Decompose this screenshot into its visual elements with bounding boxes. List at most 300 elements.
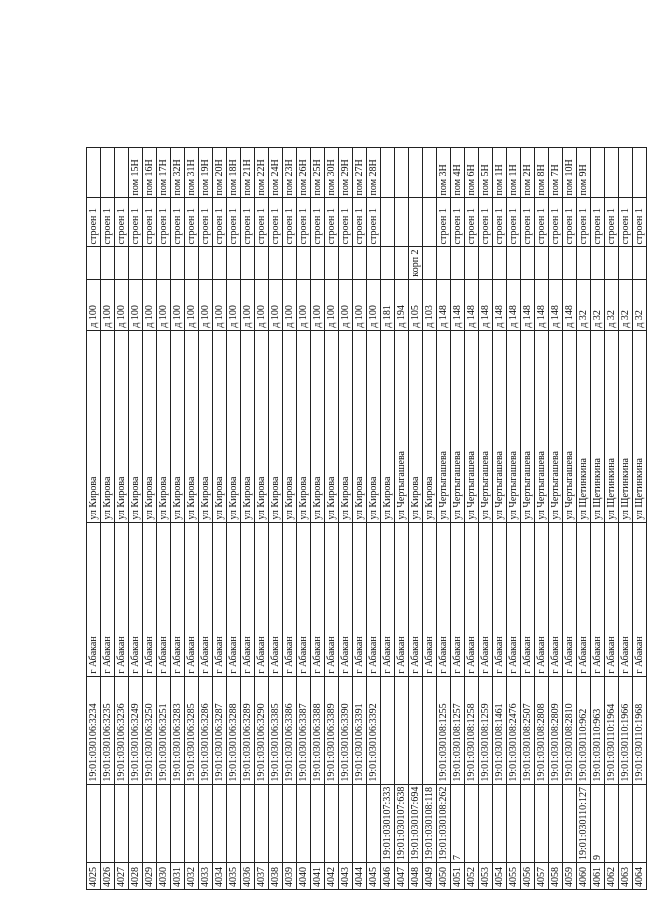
cadastral-number-cell: [423, 676, 437, 784]
parent-cadastral-number-cell: [465, 784, 479, 862]
city-cell: г Абакан: [535, 522, 549, 676]
structure-cell: строен 1: [269, 198, 283, 247]
street-cell: ул Чертыгашева: [395, 330, 409, 522]
premises-cell: пом 29Н: [339, 148, 353, 198]
house-number-cell: д 100: [311, 279, 325, 330]
table-row: [563, 148, 577, 890]
row-number-cell: 4030: [157, 863, 171, 890]
city-cell: г Абакан: [465, 522, 479, 676]
premises-cell: пом 16Н: [143, 148, 157, 198]
premises-cell: пом 18Н: [227, 148, 241, 198]
structure-cell: строен 1: [87, 198, 101, 247]
building-block-cell: [437, 247, 451, 279]
table-row: [605, 148, 619, 890]
row-number-cell: 4044: [353, 863, 367, 890]
parent-cadastral-number-cell: [493, 784, 507, 862]
row-number-cell: 4047: [395, 863, 409, 890]
building-block-cell: [87, 247, 101, 279]
structure-cell: строен 1: [185, 198, 199, 247]
city-cell: г Абакан: [213, 522, 227, 676]
premises-cell: [619, 148, 633, 198]
parent-cadastral-number-cell: [535, 784, 549, 862]
city-cell: г Абакан: [325, 522, 339, 676]
premises-cell: пом 30Н: [325, 148, 339, 198]
street-cell: ул Кирова: [171, 330, 185, 522]
row-number-cell: 4054: [493, 863, 507, 890]
city-cell: г Абакан: [311, 522, 325, 676]
structure-cell: строен 1: [143, 198, 157, 247]
city-cell: г Абакан: [619, 522, 633, 676]
house-number-cell: д 100: [227, 279, 241, 330]
structure-cell: строен 1: [521, 198, 535, 247]
cadastral-number-cell: 19:01:030106:3385: [269, 676, 283, 784]
cadastral-number-cell: [381, 676, 395, 784]
row-number-cell: 4029: [143, 863, 157, 890]
street-cell: ул Чертыгашева: [465, 330, 479, 522]
city-cell: г Абакан: [479, 522, 493, 676]
building-block-cell: [199, 247, 213, 279]
city-cell: г Абакан: [423, 522, 437, 676]
structure-cell: строен 1: [115, 198, 129, 247]
structure-cell: строен 1: [367, 198, 381, 247]
building-block-cell: [171, 247, 185, 279]
city-cell: г Абакан: [339, 522, 353, 676]
cadastral-number-cell: 19:01:030106:3389: [325, 676, 339, 784]
premises-cell: пом 21Н: [241, 148, 255, 198]
parent-cadastral-number-cell: [241, 784, 255, 862]
parent-cadastral-number-cell: [255, 784, 269, 862]
cadastral-number-cell: 19:01:030106:3290: [255, 676, 269, 784]
table-row: [339, 148, 353, 890]
structure-cell: [381, 198, 395, 247]
street-cell: ул Кирова: [143, 330, 157, 522]
house-number-cell: д 181: [381, 279, 395, 330]
structure-cell: строен 1: [157, 198, 171, 247]
table-row: [87, 148, 101, 890]
building-block-cell: [227, 247, 241, 279]
parent-cadastral-number-cell: [507, 784, 521, 862]
cadastral-number-cell: 19:01:030106:3387: [297, 676, 311, 784]
table-row: [325, 148, 339, 890]
table-row: [199, 148, 213, 890]
building-block-cell: [395, 247, 409, 279]
house-number-cell: д 32: [591, 279, 605, 330]
building-block-cell: [325, 247, 339, 279]
parent-cadastral-number-cell: 19:01:030108:262: [437, 784, 451, 862]
city-cell: г Абакан: [549, 522, 563, 676]
street-cell: ул Кирова: [255, 330, 269, 522]
premises-cell: [87, 148, 101, 198]
house-number-cell: д 100: [353, 279, 367, 330]
premises-cell: пом 26Н: [297, 148, 311, 198]
cadastral-number-cell: 19:01:030106:3388: [311, 676, 325, 784]
street-cell: ул Кирова: [367, 330, 381, 522]
structure-cell: строен 1: [171, 198, 185, 247]
parent-cadastral-number-cell: 19:01:030110:127: [577, 784, 591, 862]
structure-cell: строен 1: [577, 198, 591, 247]
city-cell: г Абакан: [143, 522, 157, 676]
row-number-cell: 4064: [633, 863, 647, 890]
structure-cell: строен 1: [255, 198, 269, 247]
parent-cadastral-number-cell: [353, 784, 367, 862]
structure-cell: строен 1: [311, 198, 325, 247]
building-block-cell: [101, 247, 115, 279]
row-number-cell: 4035: [227, 863, 241, 890]
row-number-cell: 4025: [87, 863, 101, 890]
premises-cell: [423, 148, 437, 198]
city-cell: г Абакан: [199, 522, 213, 676]
table-row: [269, 148, 283, 890]
city-cell: г Абакан: [507, 522, 521, 676]
cadastral-number-cell: 19:01:030106:3390: [339, 676, 353, 784]
house-number-cell: д 105: [409, 279, 423, 330]
street-cell: ул Щетинкина: [591, 330, 605, 522]
structure-cell: [423, 198, 437, 247]
premises-cell: пом 2Н: [521, 148, 535, 198]
street-cell: ул Щетинкина: [619, 330, 633, 522]
building-block-cell: [213, 247, 227, 279]
street-cell: ул Кирова: [423, 330, 437, 522]
parent-cadastral-number-cell: [297, 784, 311, 862]
parent-cadastral-number-cell: 19:01:030107:333: [381, 784, 395, 862]
structure-cell: [409, 198, 423, 247]
street-cell: ул Кирова: [227, 330, 241, 522]
table-row: [549, 148, 563, 890]
premises-cell: пом 28Н: [367, 148, 381, 198]
structure-cell: строен 1: [493, 198, 507, 247]
row-number-cell: 4043: [339, 863, 353, 890]
row-number-cell: 4051: [451, 863, 465, 890]
building-block-cell: [619, 247, 633, 279]
building-block-cell: [269, 247, 283, 279]
table-row: [143, 148, 157, 890]
building-block-cell: [577, 247, 591, 279]
cadastral-number-cell: 19:01:030108:1258: [465, 676, 479, 784]
city-cell: г Абакан: [605, 522, 619, 676]
building-block-cell: [521, 247, 535, 279]
cadastral-number-cell: 19:01:030106:3251: [157, 676, 171, 784]
street-cell: ул Кирова: [283, 330, 297, 522]
row-number-cell: 4059: [563, 863, 577, 890]
house-number-cell: д 100: [367, 279, 381, 330]
parent-cadastral-number-cell: [227, 784, 241, 862]
street-cell: ул Кирова: [157, 330, 171, 522]
house-number-cell: д 148: [549, 279, 563, 330]
city-cell: г Абакан: [185, 522, 199, 676]
street-cell: ул Кирова: [269, 330, 283, 522]
street-cell: ул Кирова: [241, 330, 255, 522]
row-number-cell: 4037: [255, 863, 269, 890]
premises-cell: пом 32Н: [171, 148, 185, 198]
table-row: [479, 148, 493, 890]
premises-cell: пом 1Н: [507, 148, 521, 198]
cadastral-number-cell: 19:01:030108:1257: [451, 676, 465, 784]
parent-cadastral-number-cell: [283, 784, 297, 862]
building-block-cell: [633, 247, 647, 279]
parent-cadastral-number-cell: [605, 784, 619, 862]
premises-cell: пом 23Н: [283, 148, 297, 198]
premises-cell: пом 7Н: [549, 148, 563, 198]
parent-cadastral-number-cell: [563, 784, 577, 862]
premises-cell: [591, 148, 605, 198]
house-number-cell: д 100: [87, 279, 101, 330]
house-number-cell: д 32: [619, 279, 633, 330]
table-row: [241, 148, 255, 890]
cadastral-number-cell: 19:01:030106:3287: [213, 676, 227, 784]
row-number-cell: 4033: [199, 863, 213, 890]
city-cell: г Абакан: [521, 522, 535, 676]
table-row: [157, 148, 171, 890]
building-block-cell: [143, 247, 157, 279]
street-cell: ул Щетинкина: [577, 330, 591, 522]
row-number-cell: 4057: [535, 863, 549, 890]
building-block-cell: [129, 247, 143, 279]
street-cell: ул Кирова: [115, 330, 129, 522]
row-number-cell: 4039: [283, 863, 297, 890]
parent-cadastral-number-cell: 19:01:030107:694: [409, 784, 423, 862]
city-cell: г Абакан: [115, 522, 129, 676]
house-number-cell: д 32: [605, 279, 619, 330]
row-number-cell: 4056: [521, 863, 535, 890]
city-cell: г Абакан: [563, 522, 577, 676]
building-block-cell: [451, 247, 465, 279]
house-number-cell: д 148: [437, 279, 451, 330]
building-block-cell: [549, 247, 563, 279]
street-cell: ул Кирова: [87, 330, 101, 522]
cadastral-number-cell: 19:01:030106:3386: [283, 676, 297, 784]
parent-cadastral-number-cell: [129, 784, 143, 862]
structure-cell: строен 1: [101, 198, 115, 247]
structure-cell: строен 1: [535, 198, 549, 247]
house-number-cell: д 100: [101, 279, 115, 330]
cadastral-number-cell: 19:01:030106:3283: [171, 676, 185, 784]
street-cell: ул Чертыгашева: [563, 330, 577, 522]
house-number-cell: д 100: [171, 279, 185, 330]
row-number-cell: 4049: [423, 863, 437, 890]
street-cell: ул Кирова: [213, 330, 227, 522]
premises-cell: пом 6Н: [465, 148, 479, 198]
city-cell: г Абакан: [451, 522, 465, 676]
premises-cell: пом 17Н: [157, 148, 171, 198]
row-number-cell: 4063: [619, 863, 633, 890]
parent-cadastral-number-cell: [269, 784, 283, 862]
cadastral-number-cell: 19:01:030106:3391: [353, 676, 367, 784]
parent-cadastral-number-cell: [115, 784, 129, 862]
street-cell: ул Чертыгашева: [437, 330, 451, 522]
row-number-cell: 4050: [437, 863, 451, 890]
table-row: [283, 148, 297, 890]
parent-cadastral-number-cell: [87, 784, 101, 862]
table-row: [591, 148, 605, 890]
row-number-cell: 4048: [409, 863, 423, 890]
structure-cell: строен 1: [283, 198, 297, 247]
row-number-cell: 4060: [577, 863, 591, 890]
building-block-cell: [185, 247, 199, 279]
row-number-cell: 4027: [115, 863, 129, 890]
house-number-cell: д 100: [325, 279, 339, 330]
row-number-cell: 4062: [605, 863, 619, 890]
cadastral-number-cell: 19:01:030106:3285: [185, 676, 199, 784]
row-number-cell: 4038: [269, 863, 283, 890]
row-number-cell: 4032: [185, 863, 199, 890]
row-number-cell: 4031: [171, 863, 185, 890]
table-row: [367, 148, 381, 890]
building-block-cell: [311, 247, 325, 279]
street-cell: ул Кирова: [381, 330, 395, 522]
row-number-cell: 4053: [479, 863, 493, 890]
table-row: [227, 148, 241, 890]
building-block-cell: [367, 247, 381, 279]
premises-cell: [101, 148, 115, 198]
cadastral-number-cell: 19:01:030106:3234: [87, 676, 101, 784]
house-number-cell: д 32: [633, 279, 647, 330]
row-number-cell: 4046: [381, 863, 395, 890]
parent-cadastral-number-cell: 19:01:030107:638: [395, 784, 409, 862]
premises-cell: пом 10Н: [563, 148, 577, 198]
city-cell: г Абакан: [381, 522, 395, 676]
premises-cell: пом 9Н: [577, 148, 591, 198]
structure-cell: строен 1: [339, 198, 353, 247]
structure-cell: строен 1: [129, 198, 143, 247]
cadastral-number-cell: 19:01:030110:1966: [619, 676, 633, 784]
house-number-cell: д 100: [157, 279, 171, 330]
street-cell: ул Кирова: [185, 330, 199, 522]
house-number-cell: д 32: [577, 279, 591, 330]
table-row: [297, 148, 311, 890]
city-cell: г Абакан: [171, 522, 185, 676]
cadastral-number-cell: 19:01:030106:3289: [241, 676, 255, 784]
cadastral-number-cell: 19:01:030110:962: [577, 676, 591, 784]
house-number-cell: д 100: [213, 279, 227, 330]
premises-cell: пом 15Н: [129, 148, 143, 198]
street-cell: ул Чертыгашева: [451, 330, 465, 522]
row-number-cell: 4040: [297, 863, 311, 890]
street-cell: ул Кирова: [129, 330, 143, 522]
city-cell: г Абакан: [591, 522, 605, 676]
building-block-cell: [157, 247, 171, 279]
premises-cell: пом 31Н: [185, 148, 199, 198]
house-number-cell: д 194: [395, 279, 409, 330]
city-cell: г Абакан: [129, 522, 143, 676]
premises-cell: [409, 148, 423, 198]
building-block-cell: корп 2: [409, 247, 423, 279]
premises-cell: пом 22Н: [255, 148, 269, 198]
parent-cadastral-number-cell: [339, 784, 353, 862]
cadastral-number-cell: 19:01:030106:3286: [199, 676, 213, 784]
cadastral-number-cell: 19:01:030108:2810: [563, 676, 577, 784]
building-block-cell: [465, 247, 479, 279]
row-number-cell: 4058: [549, 863, 563, 890]
parent-cadastral-number-cell: [143, 784, 157, 862]
parent-cadastral-number-cell: [101, 784, 115, 862]
cadastral-number-cell: 19:01:030110:1968: [633, 676, 647, 784]
structure-cell: строен 1: [241, 198, 255, 247]
parent-cadastral-number-cell: [213, 784, 227, 862]
street-cell: ул Чертыгашева: [479, 330, 493, 522]
house-number-cell: д 100: [199, 279, 213, 330]
table-row: [395, 148, 409, 890]
structure-cell: строен 1: [451, 198, 465, 247]
building-block-cell: [479, 247, 493, 279]
structure-cell: строен 1: [227, 198, 241, 247]
cadastral-number-cell: 19:01:030106:3288: [227, 676, 241, 784]
row-number-cell: 4041: [311, 863, 325, 890]
street-cell: ул Кирова: [353, 330, 367, 522]
house-number-cell: д 148: [451, 279, 465, 330]
parent-cadastral-number-cell: [311, 784, 325, 862]
building-block-cell: [563, 247, 577, 279]
table-row: [129, 148, 143, 890]
row-number-cell: 4045: [367, 863, 381, 890]
structure-cell: строен 1: [297, 198, 311, 247]
street-cell: ул Кирова: [325, 330, 339, 522]
city-cell: г Абакан: [367, 522, 381, 676]
cadastral-number-cell: [409, 676, 423, 784]
table-row: [213, 148, 227, 890]
house-number-cell: д 148: [479, 279, 493, 330]
cadastral-number-cell: 19:01:030106:3236: [115, 676, 129, 784]
city-cell: г Абакан: [493, 522, 507, 676]
parent-cadastral-number-cell: [157, 784, 171, 862]
cadastral-number-cell: 19:01:030110:963: [591, 676, 605, 784]
house-number-cell: д 100: [129, 279, 143, 330]
premises-cell: пом 1Н: [493, 148, 507, 198]
house-number-cell: д 103: [423, 279, 437, 330]
structure-cell: строен 1: [353, 198, 367, 247]
city-cell: г Абакан: [633, 522, 647, 676]
row-number-cell: 4042: [325, 863, 339, 890]
building-block-cell: [605, 247, 619, 279]
building-block-cell: [297, 247, 311, 279]
street-cell: ул Чертыгашева: [535, 330, 549, 522]
row-number-cell: 4028: [129, 863, 143, 890]
structure-cell: [395, 198, 409, 247]
parent-cadastral-number-cell: [619, 784, 633, 862]
street-cell: ул Кирова: [297, 330, 311, 522]
building-block-cell: [423, 247, 437, 279]
row-number-cell: 4061: [591, 863, 605, 890]
cadastral-number-cell: 19:01:030108:2809: [549, 676, 563, 784]
cadastral-number-cell: 19:01:030108:1255: [437, 676, 451, 784]
parent-cadastral-number-cell: 19:01:030108:118: [423, 784, 437, 862]
house-number-cell: д 100: [255, 279, 269, 330]
street-cell: ул Кирова: [101, 330, 115, 522]
table-row: [353, 148, 367, 890]
street-cell: ул Щетинкина: [605, 330, 619, 522]
table-body: [87, 148, 647, 890]
street-cell: ул Кирова: [339, 330, 353, 522]
city-cell: г Абакан: [241, 522, 255, 676]
row-number-cell: 4036: [241, 863, 255, 890]
parent-cadastral-number-cell: [171, 784, 185, 862]
table-row: [171, 148, 185, 890]
street-cell: ул Чертыгашева: [521, 330, 535, 522]
parent-cadastral-number-cell: 7: [451, 784, 465, 862]
street-cell: ул Кирова: [311, 330, 325, 522]
parent-cadastral-number-cell: [633, 784, 647, 862]
house-number-cell: д 100: [115, 279, 129, 330]
table-row: [521, 148, 535, 890]
city-cell: г Абакан: [255, 522, 269, 676]
structure-cell: строен 1: [465, 198, 479, 247]
cadastral-number-cell: 19:01:030108:2808: [535, 676, 549, 784]
city-cell: г Абакан: [101, 522, 115, 676]
cadastral-number-cell: 19:01:030108:2507: [521, 676, 535, 784]
city-cell: г Абакан: [437, 522, 451, 676]
premises-cell: пом 8Н: [535, 148, 549, 198]
premises-cell: пом 20Н: [213, 148, 227, 198]
structure-cell: строен 1: [213, 198, 227, 247]
